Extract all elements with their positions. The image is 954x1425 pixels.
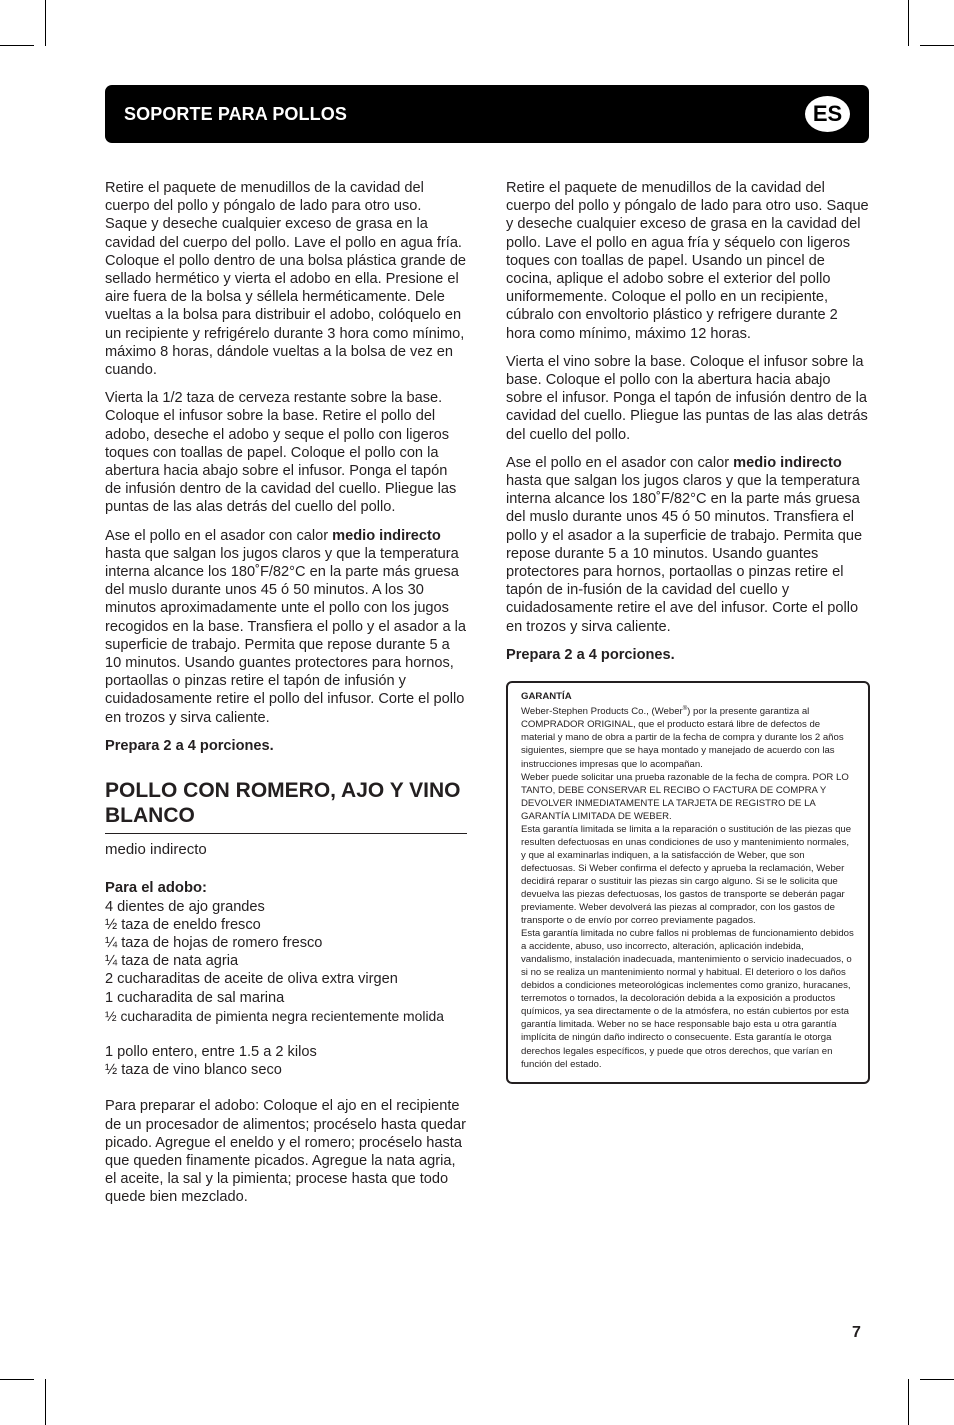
crop-mark <box>908 1379 909 1425</box>
warranty-paragraph: Esta garantía limitada se limita a la reparación o sustitución de las piezas que resulten defectuosas en unas condiciones de uso y mantenimiento normales, y que al examinarlas indiquen, a la satisfacción de Weber, que son defectuosas. Si Weber confirma el defecto y aprueba la reclamación, Weber decidirá reparar o sustituir las piezas sin cargo alguno. Si se le solicita que devuelva las piezas defectuosas, los gastos de transporte se deberán pagar previamente. Weber devolverá las piezas al comprador, con los gastos de transporte o de envío por correo previamente pagados. <box>521 823 852 927</box>
ingredient-item: ½ taza de eneldo fresco <box>105 916 261 933</box>
ingredient-item: ¼ taza de nata agria <box>105 953 239 970</box>
recipe-title: POLLO CON ROMERO, AJO Y VINO BLANCO <box>105 778 467 834</box>
ingredient-item: 2 cucharaditas de aceite de oliva extra virgen <box>105 971 398 988</box>
crop-mark <box>45 0 46 46</box>
crop-mark <box>920 1379 954 1380</box>
crop-mark <box>908 0 909 46</box>
left-column <box>105 179 467 1217</box>
warranty-title: GARANTÍA <box>521 691 572 703</box>
paragraph: Ase el pollo en el asador con calor medio indirecto hasta que salgan los jugos claros y que la temperatura interna alcance los 180˚F/82°C en la parte más gruesa del muslo durante unos 45 ó 50 minutos. Transfiera el pollo y el asador a la superficie de trabajo. Permita que repose durante 5 a 10 minutos. Usando guantes protectores para hornos, portaollas o pinzas retire el tapón de in-fusión de la cavidad del cuello y cuidadosamente retire el ave del infusor. Corte el pollo en trozos y sirva caliente. <box>506 454 863 635</box>
servings-note: Prepara 2 a 4 porciones. <box>506 646 675 663</box>
crop-mark <box>920 45 954 46</box>
crop-mark <box>0 1379 34 1380</box>
warranty-paragraph: Weber puede solicitar una prueba razonable de la fecha de compra. POR LO TANTO, DEBE CONSERVAR EL RECIBO O FACTURA DE COMPRA Y DEVOLVER INMEDIATAMENTE LA TARJETA DE REGISTRO DE LA GARANTÍA LIMITADA DE WEBER. <box>521 771 849 822</box>
crop-mark <box>45 1379 46 1425</box>
right-column <box>506 179 870 1084</box>
warranty-paragraph: Esta garantía limitada no cubre fallos ni problemas de funcionamiento debidos a accidente, abuso, uso incorrecto, alteración, aplicación indebida, vandalismo, instalación inadecuada, mantenimiento o servicio inadecuados, o si no se realiza un mantenimiento normal y habitual. El deterioro o los daños debidos a condiciones meteorológicas inclementes como granizo, huracanes, terremotos o tornados, la decoloración debida a la exposición a productos químicos, ya sea directamente o de la atmósfera, no están cubiertos por esta garantía limitada. Weber no se hace responsable bajo esta u otra garantía implícita de ningún daño indirecto o consecuente. Esta garantía le otorga derechos legales específicos, y puede que otros derechos, que varían en función del estado. <box>521 928 854 1070</box>
paragraph: Para preparar el adobo: Coloque el ajo en el recipiente de un procesador de alimentos; procéselo hasta quedar picado. Agregue el eneldo y el romero; procéselo hasta que queden finamente picados. Agregue la nata agria, el aceite, la sal y la pimienta; procese hasta que todo quede bien mezclado. <box>105 1098 467 1206</box>
ingredient-item: ½ cucharadita de pimienta negra recientemente molida <box>105 1007 444 1024</box>
page-title: SOPORTE PARA POLLOS <box>124 104 347 124</box>
main-ingredient-list <box>105 1043 467 1079</box>
ingredient-item: 1 cucharadita de sal marina <box>105 989 285 1006</box>
heat-method-emphasis: medio indirecto <box>733 454 842 471</box>
language-badge: ES <box>805 96 850 132</box>
cooking-method: medio indirecto <box>105 841 207 859</box>
page-number: 7 <box>852 1324 861 1341</box>
warranty-box <box>506 681 870 1084</box>
marinade-ingredient-list <box>105 898 467 1025</box>
paragraph: Retire el paquete de menudillos de la cavidad del cuerpo del pollo y póngalo de lado para otro uso. Saque y deseche cualquier exceso de grasa en la cavidad del pollo. Lave el pollo en agua fría y séquelo con ligeros toques con toallas de papel. Usando un pincel de cocina, aplique el adobo sobre el exterior del pollo uniformemente. Coloque el pollo en un recipiente, cúbralo con envoltorio plástico y refrigere durante 2 hora como mínimo, máximo 12 horas. <box>506 180 869 342</box>
ingredient-item: 1 pollo entero, entre 1.5 a 2 kilos <box>105 1043 317 1060</box>
ingredient-item: ½ taza de vino blanco seco <box>105 1062 282 1079</box>
section-header-bar <box>105 85 869 143</box>
warranty-paragraph: Weber-Stephen Products Co., (Weber®) por la presente garantiza al COMPRADOR ORIGINAL, que el producto estará libre de defectos de material y mano de obra a partir de la fecha de compra y durante los 2 años siguientes, siempre que se haya montado y manejado de acuerdo con las instrucciones impresas que lo acompañan. <box>521 706 844 770</box>
heat-method-emphasis: medio indirecto <box>332 527 441 544</box>
paragraph: Retire el paquete de menudillos de la cavidad del cuerpo del pollo y póngalo de lado para otro uso. Saque y deseche cualquier exceso de grasa en la cavidad del cuerpo del pollo. Lave el pollo en agua fría. Coloque el pollo dentro de una bolsa plástica grande de sellado hermético y vierta el adobo en ella. Presione el aire fuera de la bolsa y séllela herméticamente. Dele vueltas a la bolsa para distribuir el adobo, colóquelo en un recipiente y refrigérelo durante 3 hora como mínimo, máximo 8 horas, dándole vueltas a la bolsa de vez en cuando. <box>105 180 467 379</box>
marinade-heading: Para el adobo: <box>105 880 207 897</box>
servings-note: Prepara 2 a 4 porciones. <box>105 737 274 754</box>
paragraph: Ase el pollo en el asador con calor medio indirecto hasta que salgan los jugos claros y que la temperatura interna alcance los 180˚F/82°C en la parte más gruesa del muslo durante unos 45 ó 50 minutos. A los 30 minutos aproximadamente unte el pollo con los jugos recogidos en la base. Transfiera el pollo y el asador a la superficie de trabajo. Permita que repose durante 5 a 10 minutos. Usando guantes protectores para hornos, portaollas o pinzas retire el tapón de infusión y cuidadosamente retire el pollo del infusor. Corte el pollo en trozos y sirva caliente. <box>105 527 467 726</box>
paragraph: Vierta el vino sobre la base. Coloque el infusor sobre la base. Coloque el pollo con la abertura hacia abajo sobre el infusor. Ponga el tapón de infusión dentro de la cavidad del cuello. Pliegue las puntas de las alas detrás del cuello del pollo. <box>506 353 868 443</box>
ingredient-item: ¼ taza de hojas de romero fresco <box>105 934 323 951</box>
paragraph: Vierta la 1/2 taza de cerveza restante sobre la base. Coloque el infusor sobre la base. Retire el pollo del adobo, deseche el adobo y seque el pollo con ligeros toques con toallas de papel. Coloque el pollo con la abertura hacia abajo sobre el infusor. Ponga el tapón de infusión dentro de la cavidad del cuello. Pliegue las puntas de las alas detrás del cuello del pollo. <box>105 390 457 516</box>
registered-mark: ® <box>682 706 688 713</box>
crop-mark <box>0 45 34 46</box>
ingredient-item: 4 dientes de ajo grandes <box>105 898 265 915</box>
